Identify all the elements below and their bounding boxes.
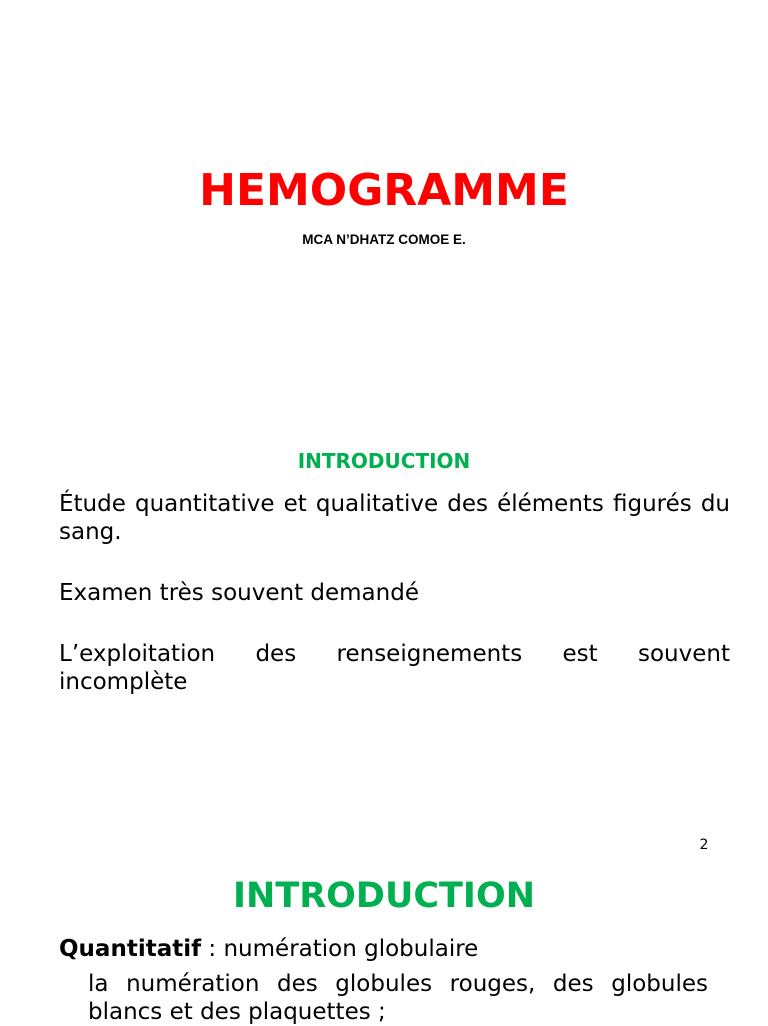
section-heading-introduction: INTRODUCTION <box>297 449 471 473</box>
author-name: MCA N’DHATZ COMOE E. <box>302 232 466 247</box>
quantitative-definition: : numération globulaire <box>201 936 479 962</box>
quantitative-subtext: la numération des globules rouges, des globules blancs et des plaquettes ; <box>88 971 708 1025</box>
document-title: HEMOGRAMME <box>199 165 569 216</box>
section-heading-introduction-2: INTRODUCTION <box>233 876 535 916</box>
quantitative-term: Quantitatif <box>59 936 202 962</box>
paragraph-exploitation: L’exploitation des renseignements est souvent incomplète <box>59 641 730 695</box>
page-number: 2 <box>699 837 709 853</box>
paragraph-definition: Étude quantitative et qualitative des éléments figurés du sang. <box>59 491 730 545</box>
quantitative-line <box>59 935 729 963</box>
paragraph-frequency: Examen très souvent demandé <box>59 580 419 606</box>
